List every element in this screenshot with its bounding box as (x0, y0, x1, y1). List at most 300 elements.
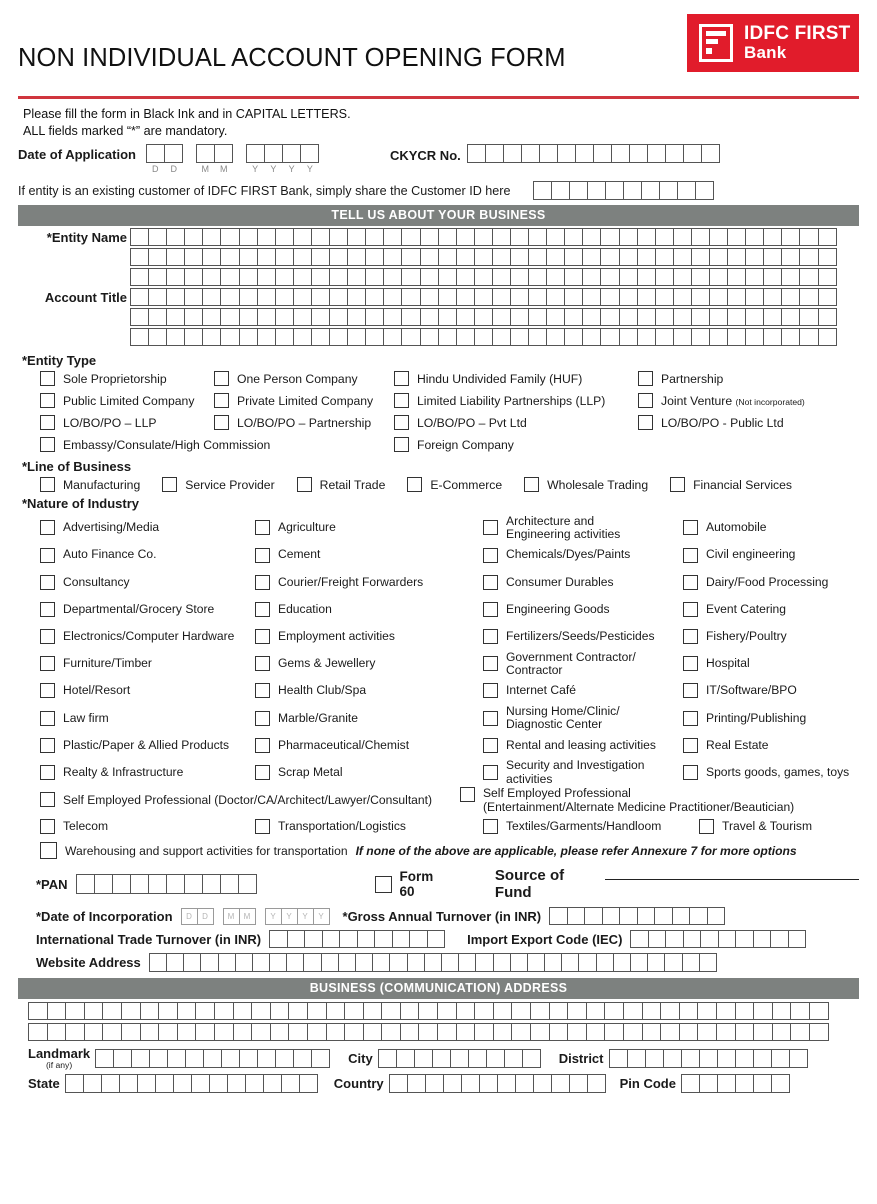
char-box[interactable] (533, 1074, 552, 1093)
char-box[interactable] (363, 1002, 383, 1020)
char-box[interactable] (365, 248, 384, 266)
ckycr-input[interactable] (467, 144, 720, 163)
char-box[interactable] (604, 1023, 624, 1041)
char-box[interactable] (788, 930, 807, 948)
char-box[interactable] (458, 953, 476, 972)
char-box[interactable] (818, 328, 837, 346)
line-of-business-option-manufacturing[interactable] (40, 477, 140, 492)
char-box[interactable] (467, 144, 486, 163)
char-box[interactable] (164, 144, 183, 163)
char-box[interactable] (214, 1023, 234, 1041)
char-box[interactable] (311, 328, 330, 346)
char-box[interactable] (474, 1023, 494, 1041)
char-box[interactable] (564, 228, 583, 246)
char-box[interactable] (383, 308, 402, 326)
char-box[interactable] (389, 953, 407, 972)
char-box[interactable] (456, 328, 475, 346)
char-box[interactable] (492, 228, 511, 246)
char-box[interactable] (530, 1002, 550, 1020)
line-of-business-option-e-commerce[interactable] (407, 477, 502, 492)
entity-type-option-sole-proprietorship[interactable] (18, 371, 214, 386)
char-box[interactable] (131, 1049, 150, 1068)
checkbox-icon[interactable] (483, 738, 498, 753)
industry-option-courier-freight-forwarders[interactable] (255, 569, 483, 596)
char-box[interactable] (727, 268, 746, 286)
char-box[interactable] (527, 953, 545, 972)
char-box[interactable] (528, 328, 547, 346)
char-box[interactable] (365, 268, 384, 286)
checkbox-icon[interactable] (255, 575, 270, 590)
industry-option-real-estate[interactable] (683, 732, 877, 759)
char-box[interactable] (709, 248, 728, 266)
char-box[interactable] (443, 1074, 462, 1093)
char-box[interactable] (363, 1023, 383, 1041)
char-box[interactable] (239, 248, 258, 266)
char-box[interactable] (184, 328, 203, 346)
char-box[interactable] (112, 874, 131, 894)
char-box[interactable] (396, 1049, 415, 1068)
char-box[interactable] (456, 248, 475, 266)
char-box[interactable] (84, 1023, 104, 1041)
char-box[interactable] (510, 248, 529, 266)
char-box[interactable] (420, 268, 439, 286)
char-box[interactable] (339, 930, 358, 948)
char-box[interactable] (637, 248, 656, 266)
char-box[interactable] (528, 268, 547, 286)
industry-option-sports-goods-games-toys[interactable] (683, 759, 877, 786)
state-input[interactable] (65, 1074, 318, 1093)
char-box[interactable] (600, 308, 619, 326)
char-box[interactable] (753, 1002, 773, 1020)
char-box[interactable] (546, 288, 565, 306)
doi-dd-input[interactable] (181, 908, 214, 925)
char-box[interactable] (818, 228, 837, 246)
char-box[interactable] (269, 930, 288, 948)
char-box[interactable] (239, 328, 258, 346)
char-box[interactable] (575, 144, 594, 163)
char-box[interactable] (437, 1002, 457, 1020)
char-box[interactable] (655, 328, 674, 346)
char-box[interactable] (196, 144, 215, 163)
char-box[interactable] (300, 144, 319, 163)
char-box[interactable] (727, 328, 746, 346)
char-box[interactable] (699, 1049, 718, 1068)
char-box[interactable] (551, 181, 570, 200)
char-box[interactable] (642, 1023, 662, 1041)
char-box[interactable] (659, 181, 678, 200)
char-box[interactable] (158, 1023, 178, 1041)
char-box[interactable] (65, 1023, 85, 1041)
char-box[interactable] (401, 288, 420, 306)
char-box[interactable] (326, 1002, 346, 1020)
char-box[interactable] (293, 328, 312, 346)
char-box[interactable] (781, 228, 800, 246)
char-box[interactable] (528, 228, 547, 246)
char-box[interactable] (329, 228, 348, 246)
char-box[interactable] (130, 874, 149, 894)
char-box[interactable] (510, 953, 528, 972)
char-box[interactable] (492, 288, 511, 306)
char-box[interactable] (365, 328, 384, 346)
char-box[interactable] (546, 248, 565, 266)
char-box[interactable] (486, 1049, 505, 1068)
char-box[interactable] (630, 953, 648, 972)
char-box[interactable] (497, 1074, 516, 1093)
char-box[interactable] (239, 268, 258, 286)
char-box[interactable] (564, 268, 583, 286)
char-box[interactable] (456, 228, 475, 246)
char-box[interactable] (184, 248, 203, 266)
char-box[interactable] (275, 308, 294, 326)
char-box[interactable] (663, 1049, 682, 1068)
char-box[interactable] (329, 328, 348, 346)
char-box[interactable] (504, 1049, 523, 1068)
checkbox-icon[interactable] (255, 711, 270, 726)
checkbox-icon[interactable] (255, 819, 270, 834)
char-box[interactable] (691, 308, 710, 326)
char-box[interactable] (697, 1023, 717, 1041)
char-box[interactable] (691, 268, 710, 286)
char-box[interactable] (781, 268, 800, 286)
char-box[interactable] (763, 328, 782, 346)
char-box[interactable] (682, 953, 700, 972)
char-box[interactable] (177, 1002, 197, 1020)
char-box[interactable] (293, 228, 312, 246)
char-box[interactable] (275, 1049, 294, 1068)
checkbox-icon[interactable] (255, 548, 270, 563)
char-box[interactable] (582, 288, 601, 306)
checkbox-icon[interactable] (40, 437, 55, 452)
checkbox-icon[interactable] (683, 629, 698, 644)
checkbox-icon[interactable] (683, 738, 698, 753)
char-box[interactable] (456, 1023, 476, 1041)
char-box[interactable] (818, 308, 837, 326)
char-box[interactable] (745, 308, 764, 326)
char-box[interactable] (544, 953, 562, 972)
char-box[interactable] (418, 1002, 438, 1020)
char-box[interactable] (510, 228, 529, 246)
char-box[interactable] (648, 930, 667, 948)
landmark-input[interactable] (95, 1049, 330, 1068)
char-box[interactable] (683, 144, 702, 163)
char-box[interactable] (772, 1002, 792, 1020)
char-box[interactable] (148, 248, 167, 266)
char-box[interactable] (220, 874, 239, 894)
char-box[interactable] (627, 1049, 646, 1068)
char-box[interactable] (546, 268, 565, 286)
entity-type-option-llp[interactable] (394, 393, 638, 408)
char-box[interactable] (158, 1002, 178, 1020)
char-box[interactable] (420, 228, 439, 246)
char-box[interactable] (257, 1049, 276, 1068)
char-box[interactable] (697, 1002, 717, 1020)
char-box[interactable] (533, 181, 552, 200)
char-box[interactable] (130, 288, 149, 306)
char-box[interactable] (771, 1049, 790, 1068)
char-box[interactable] (293, 288, 312, 306)
char-box[interactable] (528, 308, 547, 326)
char-box[interactable] (183, 953, 201, 972)
checkbox-icon[interactable] (699, 819, 714, 834)
char-box[interactable] (438, 328, 457, 346)
char-box[interactable] (322, 930, 341, 948)
checkbox-icon[interactable] (683, 548, 698, 563)
char-box[interactable] (493, 953, 511, 972)
checkbox-icon[interactable] (40, 792, 55, 807)
checkbox-icon[interactable] (40, 371, 55, 386)
char-box[interactable] (593, 144, 612, 163)
date-dd-input[interactable] (146, 144, 183, 163)
char-box[interactable] (582, 248, 601, 266)
char-box[interactable] (257, 328, 276, 346)
char-box[interactable] (790, 1023, 810, 1041)
char-box[interactable] (763, 248, 782, 266)
char-box[interactable] (549, 1002, 569, 1020)
checkbox-icon[interactable] (683, 575, 698, 590)
char-box[interactable] (148, 874, 167, 894)
char-box[interactable] (637, 907, 656, 925)
checkbox-icon[interactable] (683, 602, 698, 617)
char-box[interactable] (130, 228, 149, 246)
char-box[interactable] (485, 144, 504, 163)
char-box[interactable]: M (223, 908, 240, 925)
char-box[interactable] (347, 268, 366, 286)
char-box[interactable] (184, 288, 203, 306)
industry-option-consultancy[interactable] (40, 569, 255, 596)
char-box[interactable] (184, 874, 203, 894)
industry-option-scrap-metal[interactable] (255, 759, 483, 786)
checkbox-icon[interactable] (394, 371, 409, 386)
char-box[interactable] (347, 328, 366, 346)
char-box[interactable] (84, 1002, 104, 1020)
address-line-1-input[interactable] (28, 1002, 829, 1020)
char-box[interactable] (202, 308, 221, 326)
char-box[interactable] (400, 1023, 420, 1041)
char-box[interactable] (510, 328, 529, 346)
char-box[interactable] (392, 930, 411, 948)
char-box[interactable] (549, 1023, 569, 1041)
char-box[interactable] (307, 1002, 327, 1020)
char-box[interactable] (564, 308, 583, 326)
checkbox-icon[interactable] (40, 819, 55, 834)
char-box[interactable] (613, 953, 631, 972)
checkbox-icon[interactable] (40, 683, 55, 698)
char-box[interactable] (727, 288, 746, 306)
industry-option-hospital[interactable] (683, 650, 877, 677)
char-box[interactable] (28, 1023, 48, 1041)
customer-id-input[interactable] (533, 181, 714, 200)
char-box[interactable] (673, 328, 692, 346)
char-box[interactable] (655, 288, 674, 306)
country-input[interactable] (389, 1074, 606, 1093)
char-box[interactable] (233, 1023, 253, 1041)
char-box[interactable] (407, 1074, 426, 1093)
entity-type-option-lobopo-llp[interactable] (18, 415, 214, 430)
char-box[interactable] (167, 1049, 186, 1068)
char-box[interactable] (630, 930, 649, 948)
char-box[interactable] (311, 248, 330, 266)
char-box[interactable] (665, 930, 684, 948)
char-box[interactable] (619, 328, 638, 346)
char-box[interactable] (567, 1023, 587, 1041)
industry-option-dairy-food-processing[interactable] (683, 569, 877, 596)
char-box[interactable] (257, 308, 276, 326)
char-box[interactable]: M (239, 908, 256, 925)
checkbox-icon[interactable] (394, 437, 409, 452)
industry-option-advertising-media[interactable] (40, 514, 255, 541)
char-box[interactable] (557, 144, 576, 163)
industry-option-automobile[interactable] (683, 514, 877, 541)
checkbox-icon[interactable] (683, 711, 698, 726)
char-box[interactable] (177, 1023, 197, 1041)
char-box[interactable] (799, 248, 818, 266)
char-box[interactable] (374, 930, 393, 948)
char-box[interactable] (220, 308, 239, 326)
char-box[interactable] (745, 228, 764, 246)
char-box[interactable] (329, 248, 348, 266)
industry-option-law-firm[interactable] (40, 705, 255, 732)
char-box[interactable] (717, 1074, 736, 1093)
char-box[interactable] (329, 268, 348, 286)
industry-option-transportation-logistics[interactable] (255, 813, 483, 840)
iec-input[interactable] (630, 930, 806, 948)
checkbox-icon[interactable] (524, 477, 539, 492)
char-box[interactable] (166, 953, 184, 972)
char-box[interactable] (695, 181, 714, 200)
char-box[interactable] (381, 1002, 401, 1020)
entity-type-option-embassy[interactable] (18, 437, 394, 452)
industry-option-fertilizers-seeds-pesticides[interactable] (483, 623, 683, 650)
checkbox-icon[interactable] (483, 629, 498, 644)
char-box[interactable] (660, 1023, 680, 1041)
char-box[interactable] (492, 308, 511, 326)
char-box[interactable] (239, 1049, 258, 1068)
char-box[interactable] (344, 1002, 364, 1020)
checkbox-icon[interactable] (483, 656, 498, 671)
char-box[interactable] (220, 328, 239, 346)
account-title-input-2[interactable] (130, 308, 837, 326)
char-box[interactable] (753, 1049, 772, 1068)
char-box[interactable] (195, 1002, 215, 1020)
char-box[interactable] (619, 268, 638, 286)
char-box[interactable] (567, 1002, 587, 1020)
industry-option-nursing-home-clinic-diagnostic-center[interactable] (483, 705, 683, 732)
char-box[interactable] (691, 328, 710, 346)
char-box[interactable] (311, 288, 330, 306)
checkbox-icon[interactable] (40, 520, 55, 535)
char-box[interactable] (781, 308, 800, 326)
char-box[interactable]: D (181, 908, 198, 925)
char-box[interactable] (347, 288, 366, 306)
char-box[interactable] (727, 248, 746, 266)
industry-option-realty-infrastructure[interactable] (40, 759, 255, 786)
checkbox-icon[interactable] (683, 683, 698, 698)
char-box[interactable] (185, 1049, 204, 1068)
industry-option-travel-tourism[interactable] (683, 813, 877, 840)
char-box[interactable] (681, 1049, 700, 1068)
char-box[interactable] (492, 268, 511, 286)
address-line-2-input[interactable] (28, 1023, 829, 1041)
char-box[interactable] (503, 144, 522, 163)
char-box[interactable] (311, 308, 330, 326)
checkbox-icon[interactable] (483, 765, 498, 780)
char-box[interactable] (432, 1049, 451, 1068)
char-box[interactable] (427, 930, 446, 948)
line-of-business-option-wholesale-trading[interactable] (524, 477, 648, 492)
char-box[interactable] (383, 268, 402, 286)
char-box[interactable] (149, 953, 167, 972)
pan-input[interactable] (76, 874, 257, 894)
char-box[interactable] (681, 1074, 700, 1093)
char-box[interactable] (799, 328, 818, 346)
char-box[interactable] (381, 1023, 401, 1041)
char-box[interactable] (642, 1002, 662, 1020)
char-box[interactable] (438, 228, 457, 246)
checkbox-icon[interactable] (483, 548, 498, 563)
industry-option-security-and-investigation-activities[interactable] (483, 759, 683, 786)
char-box[interactable] (492, 248, 511, 266)
char-box[interactable] (214, 1002, 234, 1020)
char-box[interactable] (293, 308, 312, 326)
char-box[interactable] (220, 228, 239, 246)
industry-option-marble-granite[interactable] (255, 705, 483, 732)
industry-option-event-catering[interactable] (683, 596, 877, 623)
char-box[interactable] (424, 953, 442, 972)
char-box[interactable] (709, 308, 728, 326)
char-box[interactable] (474, 288, 493, 306)
char-box[interactable] (418, 1023, 438, 1041)
char-box[interactable] (709, 268, 728, 286)
checkbox-icon[interactable] (483, 711, 498, 726)
char-box[interactable] (673, 288, 692, 306)
char-box[interactable] (299, 1074, 318, 1093)
char-box[interactable] (700, 930, 719, 948)
char-box[interactable] (673, 248, 692, 266)
char-box[interactable] (148, 328, 167, 346)
char-box[interactable] (578, 953, 596, 972)
char-box[interactable] (239, 288, 258, 306)
char-box[interactable] (709, 328, 728, 346)
entity-name-input-3[interactable] (130, 268, 837, 286)
char-box[interactable] (530, 1023, 550, 1041)
account-title-input-3[interactable] (130, 328, 837, 346)
char-box[interactable] (202, 228, 221, 246)
char-box[interactable] (269, 953, 287, 972)
checkbox-icon[interactable] (683, 520, 698, 535)
char-box[interactable] (202, 248, 221, 266)
checkbox-icon[interactable] (297, 477, 312, 492)
char-box[interactable] (355, 953, 373, 972)
source-of-fund-input[interactable] (605, 867, 859, 880)
checkbox-icon[interactable] (407, 477, 422, 492)
char-box[interactable] (166, 874, 185, 894)
checkbox-icon[interactable] (483, 602, 498, 617)
checkbox-icon[interactable] (40, 602, 55, 617)
checkbox-icon[interactable] (460, 787, 475, 802)
char-box[interactable] (479, 1074, 498, 1093)
char-box[interactable] (461, 1074, 480, 1093)
checkbox-icon[interactable] (394, 415, 409, 430)
checkbox-icon[interactable] (40, 711, 55, 726)
char-box[interactable] (772, 1023, 792, 1041)
char-box[interactable] (130, 268, 149, 286)
char-box[interactable] (326, 1023, 346, 1041)
char-box[interactable] (770, 930, 789, 948)
char-box[interactable] (303, 953, 321, 972)
char-box[interactable] (401, 228, 420, 246)
char-box[interactable] (166, 248, 185, 266)
char-box[interactable] (282, 144, 301, 163)
